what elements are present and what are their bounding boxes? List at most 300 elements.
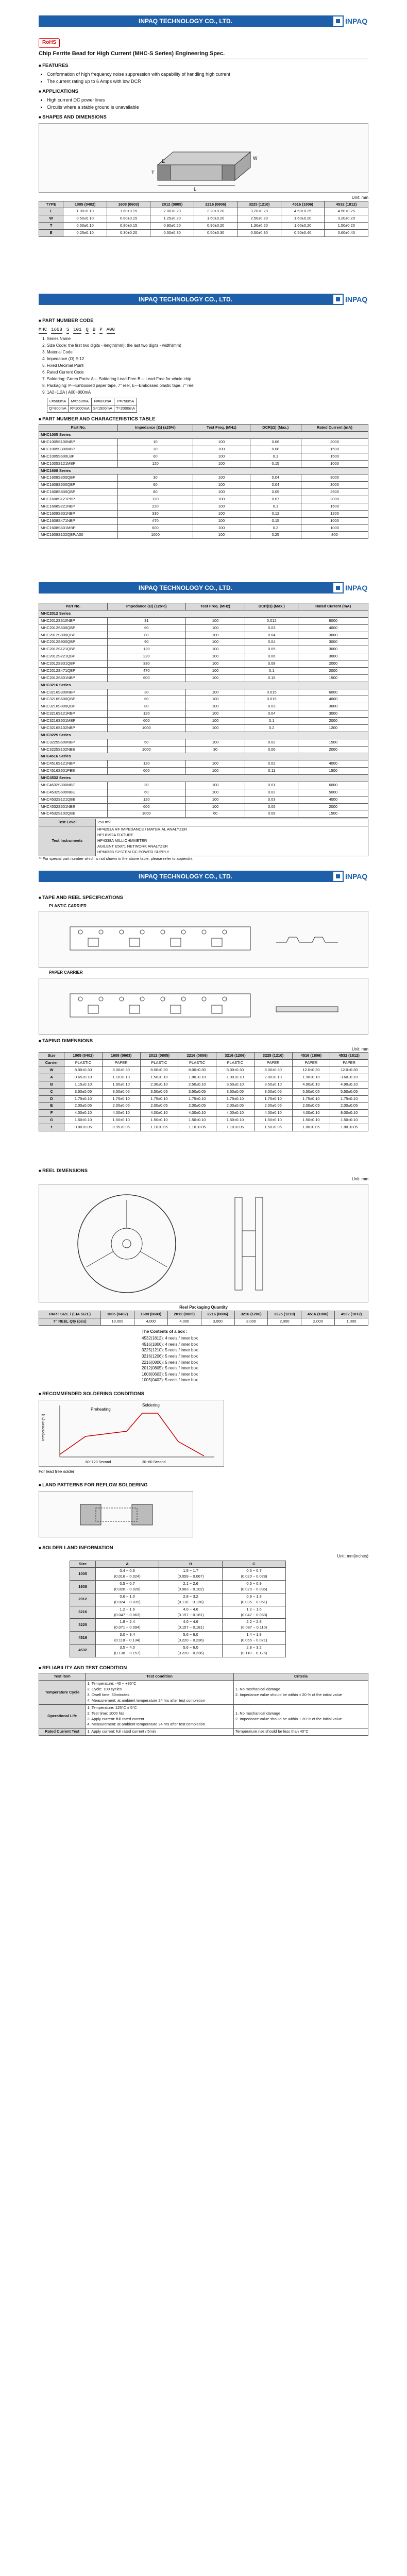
column-header: 3216 (1206): [234, 1311, 268, 1318]
table-cell: 60: [107, 624, 185, 632]
series-name: MHC4532 Series: [39, 775, 368, 782]
table-row: [39, 496, 368, 503]
table-cell: 0.04: [250, 482, 301, 489]
table-cell: 4.90±0.10: [330, 1081, 368, 1088]
table-cell: 2.8 ~ 3.2 (0.110 ~ 0.126): [159, 1593, 223, 1606]
table-cell: 100: [185, 724, 245, 732]
row-header: T: [39, 223, 63, 230]
table-row: [39, 646, 368, 653]
column-header: Rated Current (mA): [298, 603, 368, 611]
table-cell: 120: [107, 710, 185, 718]
table-cell: 8.00±0.30: [140, 1067, 178, 1074]
table-cell: 100: [193, 460, 250, 467]
table-cell: 1.50±0.10: [292, 1117, 330, 1124]
table-cell: 470: [118, 517, 193, 524]
svg-text:L: L: [194, 186, 197, 192]
legend-item: 6. Rated Current Code: [47, 369, 368, 376]
svg-text:W: W: [253, 155, 258, 161]
taping-dimensions-heading: ■ TAPING DIMENSIONS: [39, 1038, 368, 1045]
table-cell: 1200: [298, 724, 368, 732]
table-row: [39, 789, 368, 796]
table-cell: 8.00±0.30: [254, 1067, 292, 1074]
table-cell: 5.6 ~ 6.0 (0.220 ~ 0.236): [159, 1632, 223, 1645]
part-number: MHC3216S601MBP: [39, 718, 108, 725]
test-conditions-table: [39, 819, 368, 856]
row-header: 4532: [70, 1644, 96, 1657]
column-header: 1608 (0603): [107, 201, 150, 208]
table-cell: 100: [185, 674, 245, 682]
table-cell: 0.1: [250, 503, 301, 510]
part-number: MHC1608S600QBP: [39, 482, 118, 489]
table-row: [39, 1681, 368, 1705]
table-row: [70, 1593, 286, 1606]
table-cell: 1200: [301, 510, 368, 517]
company-logo: INPAQ: [332, 13, 368, 29]
column-header: 4532 (1812): [335, 1311, 368, 1318]
company-logo: INPAQ: [332, 580, 368, 596]
table-cell: 8.00±0.30: [178, 1067, 216, 1074]
table-cell: 100: [193, 503, 250, 510]
table-cell: 1.15±0.10: [64, 1081, 103, 1088]
table-cell: 1.2 ~ 1.6 (0.047 ~ 0.063): [223, 1606, 286, 1619]
part-number-legend: [39, 336, 368, 396]
table-cell: 4,000: [134, 1318, 167, 1325]
table-cell: 0.2: [245, 724, 298, 732]
column-header: DCR(Ω) (Max.): [245, 603, 298, 611]
table-cell: 100: [185, 660, 245, 668]
table-row: [39, 724, 368, 732]
table-cell: 1.60±0.15: [107, 208, 150, 215]
table-cell: 1000: [107, 724, 185, 732]
row-header: D: [39, 1095, 64, 1103]
table-cell: 1.50±0.20: [325, 223, 368, 230]
table-cell: 600: [118, 524, 193, 532]
series-name: MHC3225 Series: [39, 732, 368, 739]
table-cell: 100: [185, 617, 245, 624]
table-row: [39, 1318, 368, 1325]
table-cell: 0.50±0.10: [63, 223, 107, 230]
table-cell: 6000: [298, 689, 368, 696]
table-cell: 1.30±0.20: [238, 223, 281, 230]
table-cell: 0.06: [250, 439, 301, 446]
table-cell: 100: [193, 474, 250, 482]
legend-item: 4. Impedance (Ω) E-12: [47, 356, 368, 362]
table-cell: PLASTIC: [64, 1060, 103, 1067]
table-cell: 0.15: [245, 674, 298, 682]
column-header: 4516 (1806): [292, 1053, 330, 1060]
features-item: • The current rating up to 6 Amps with low DCR: [47, 78, 368, 85]
table-cell: 100: [193, 439, 250, 446]
box-content-item: 1005(0402): 5 reels / inner box: [142, 1378, 198, 1383]
table-cell: 30: [107, 782, 185, 789]
table-cell: 3,000: [201, 1318, 234, 1325]
table-cell: 0.80±0.05: [64, 1124, 103, 1131]
row-header: 4516: [70, 1632, 96, 1645]
part-code-segment: A00: [107, 327, 115, 334]
table-cell: 90: [107, 639, 185, 646]
plastic-carrier-label: PLASTIC CARRIER: [49, 903, 87, 908]
part-number-code: [39, 327, 368, 334]
table-cell: 0.9 ~ 1.3 (0.035 ~ 0.051): [223, 1593, 286, 1606]
characteristics-table-continued: [39, 603, 368, 818]
legend-item: 7. Soldering: Green Parts: A--- Soldering Lead-Free B--- Lead-Free for whole chip: [47, 376, 368, 382]
column-header: 4516 (1806): [301, 1311, 335, 1318]
row-header: G: [39, 1117, 64, 1124]
part-number: MHC1005S100NBP: [39, 439, 118, 446]
box-content-item: 2012(0805): 5 reels / inner box: [142, 1366, 198, 1371]
row-header: C: [39, 1088, 64, 1095]
table-cell: 0.25: [250, 532, 301, 539]
unit-label: Unit: mm: [352, 1176, 368, 1181]
column-header: 2012 (0805): [140, 1053, 178, 1060]
table-cell: 1.75±0.10: [140, 1095, 178, 1103]
table-cell: 100: [185, 710, 245, 718]
x-label-solder: 30~60 Second: [142, 1460, 166, 1464]
row-header: E: [39, 1103, 64, 1110]
table-row: [39, 489, 368, 496]
table-cell: 0.11: [245, 768, 298, 775]
legend-item: 3. Material Code: [47, 349, 368, 355]
column-header: Part No.: [39, 425, 118, 432]
table-cell: 1500: [301, 503, 368, 510]
legend-item: 5. Fixed Decimal Point: [47, 363, 368, 369]
table-cell: 0.04: [245, 710, 298, 718]
table-cell: 3.50±0.10: [216, 1081, 255, 1088]
table-cell: 600: [107, 718, 185, 725]
table-row: [39, 230, 368, 237]
page1-content: [39, 36, 368, 237]
features-item: • Conformation of high frequency noise suppression with capability of handling high current: [47, 71, 368, 78]
reliability-table: [39, 1673, 368, 1736]
table-cell: 1500: [298, 810, 368, 818]
table-cell: 0.02: [245, 760, 298, 768]
table-row: [70, 1632, 286, 1645]
table-cell: 2000: [298, 718, 368, 725]
table-cell: 4000: [298, 696, 368, 703]
document-title: Chip Ferrite Bead for High Current (MHC-S Series) Engineering Spec.: [39, 50, 368, 60]
table-row: [39, 617, 368, 624]
table-cell: 330: [118, 510, 193, 517]
table-cell: 0.02: [245, 739, 298, 746]
table-cell: 0.60±0.40: [325, 230, 368, 237]
table-header-row: [39, 1053, 368, 1060]
row-header: 1608: [70, 1581, 96, 1594]
tape-reel-heading: ■ TAPE AND REEL SPECIFICATIONS: [39, 894, 368, 902]
table-row: [70, 1568, 286, 1581]
table-cell: 0.03: [245, 624, 298, 632]
table-cell: 2.20±0.20: [194, 208, 238, 215]
table-header-row: [39, 201, 368, 208]
page3-content: [39, 603, 368, 861]
page-header: [0, 289, 407, 310]
dimensions-table: [39, 201, 368, 237]
svg-text:T: T: [151, 170, 155, 175]
soldering-profile-chart: [39, 1400, 224, 1466]
table-cell: 1.75±0.10: [64, 1095, 103, 1103]
chip-drawing: [39, 124, 368, 192]
table-cell: 12.0±0.30: [330, 1067, 368, 1074]
land-unit-label: Unit: mm(inches): [337, 1553, 368, 1558]
table-header-row: [39, 1673, 368, 1681]
part-number: MHC4532S600NBE: [39, 789, 108, 796]
part-number: MHC1005S121MBP: [39, 460, 118, 467]
table-cell: 8.00±0.30: [216, 1067, 255, 1074]
reliability-heading: ■ RELIABILITY AND TEST CONDITION: [39, 1665, 368, 1672]
table-cell: 120: [107, 760, 185, 768]
table-row: [39, 503, 368, 510]
table-cell: 1.75±0.10: [102, 1095, 140, 1103]
table-cell: 5.6 ~ 6.0 (0.220 ~ 0.236): [159, 1644, 223, 1657]
table-cell: 600: [107, 674, 185, 682]
table-row: [39, 674, 368, 682]
column-header: Part No.: [39, 603, 108, 611]
svg-text:E: E: [162, 158, 165, 164]
features-heading: ■ FEATURES: [39, 62, 368, 70]
table-cell: 1500: [298, 739, 368, 746]
column-header: 4532 (1812): [325, 201, 368, 208]
table-cell: 100: [193, 517, 250, 524]
part-number: MHC1608S102QBP/A00: [39, 532, 118, 539]
part-number: MHC2012S601NBP: [39, 674, 108, 682]
column-header: Test item: [39, 1673, 86, 1681]
table-cell: 0.08: [245, 660, 298, 668]
unit-label: Unit: mm: [352, 1046, 368, 1052]
table-cell: 0.90±0.20: [150, 223, 194, 230]
table-cell: 1.00±0.10: [63, 208, 107, 215]
table-row: [39, 624, 368, 632]
company-logo: INPAQ: [332, 869, 368, 884]
table-cell: R=1000mA: [68, 405, 91, 412]
series-group-row: [39, 467, 368, 474]
column-header: 2216 (0806): [194, 201, 238, 208]
paper-carrier-label: PAPER CARRIER: [49, 970, 83, 975]
table-row: [39, 1728, 368, 1736]
table-cell: 1.75±0.10: [330, 1095, 368, 1103]
column-header: Size: [39, 1053, 64, 1060]
table-cell: 100: [193, 524, 250, 532]
table-cell: 1.8 ~ 2.4 (0.071 ~ 0.094): [96, 1619, 159, 1632]
table-cell: 3000: [298, 653, 368, 660]
column-header: Test condition: [86, 1673, 234, 1681]
column-header: 1608 (0603): [134, 1311, 167, 1318]
column-header: 4516 (1806): [281, 201, 325, 208]
table-cell: 1.50±0.10: [178, 1117, 216, 1124]
table-cell: 3.60±0.10: [330, 1074, 368, 1081]
table-cell: 0.30±0.20: [107, 230, 150, 237]
row-header: 1005: [70, 1568, 96, 1581]
table-row: [39, 1067, 368, 1074]
column-header: Criteria: [233, 1673, 368, 1681]
table-cell: 100: [193, 453, 250, 460]
table-cell: 6000: [298, 782, 368, 789]
table-cell: PLASTIC: [140, 1060, 178, 1067]
table-cell: N=600mA: [91, 398, 114, 405]
table-cell: 3000: [298, 703, 368, 710]
table-cell: 100: [185, 789, 245, 796]
part-code-segment: MHC: [39, 327, 47, 334]
table-cell: 60: [107, 789, 185, 796]
table-cell: 1.80±0.05: [330, 1124, 368, 1131]
table-cell: 100: [185, 689, 245, 696]
table-row: [39, 446, 368, 453]
part-code-segment: B: [93, 327, 95, 334]
table-cell: 1.4 ~ 1.8 (0.055 ~ 0.071): [223, 1632, 286, 1645]
part-number: MHC3216S121RBP: [39, 710, 108, 718]
table-cell: 3000: [298, 646, 368, 653]
table-cell: 8.00±0.30: [64, 1067, 103, 1074]
part-number: MHC1005S600LBP: [39, 453, 118, 460]
table-cell: 2500: [301, 489, 368, 496]
part-number: MHC1608S121PBP: [39, 496, 118, 503]
table-cell: 1.60±0.20: [281, 215, 325, 223]
part-code-segment: 101: [73, 327, 81, 334]
table-cell: 2.50±0.20: [238, 215, 281, 223]
table-cell: 1.5 ~ 1.7 (0.059 ~ 0.067): [159, 1568, 223, 1581]
table-cell: 3.50±0.05: [102, 1088, 140, 1095]
table-cell: 4,000: [167, 1318, 201, 1325]
table-cell: 3,000: [234, 1318, 268, 1325]
table-cell: 0.90±0.20: [194, 223, 238, 230]
table-cell: 4.00±0.10: [64, 1110, 103, 1117]
part-number: MHC3225S102NBE: [39, 746, 108, 753]
table-cell: 0.06: [245, 746, 298, 753]
table-cell: 0.09: [245, 810, 298, 818]
part-number: MHC2012S221QBP: [39, 653, 108, 660]
column-header: Impedance (Ω) (±25%): [107, 603, 185, 611]
table-cell: 0.03: [245, 796, 298, 803]
series-group-row: [39, 775, 368, 782]
table-cell: 1500: [298, 768, 368, 775]
row-header: Rated Current Test: [39, 1728, 86, 1736]
table-cell: Temperature rise should be less than 40°C: [233, 1728, 368, 1736]
box-content-item: 1608(0603): 5 reels / inner box: [142, 1371, 198, 1377]
part-code-segment: Q: [86, 327, 88, 334]
table-cell: PAPER: [292, 1060, 330, 1067]
table-cell: 60: [118, 453, 193, 460]
table-cell: 5.50±0.05: [330, 1088, 368, 1095]
series-group-row: [39, 610, 368, 617]
table-row: [70, 1644, 286, 1657]
table-cell: 1.75±0.10: [254, 1095, 292, 1103]
table-cell: 4000: [298, 760, 368, 768]
row-header: Temperature Cycle: [39, 1681, 86, 1705]
table-cell: 0.80±0.15: [107, 223, 150, 230]
table-cell: 1.80±0.05: [292, 1124, 330, 1131]
row-header: t: [39, 1124, 64, 1131]
column-header: 3225 (1210): [238, 201, 281, 208]
table-cell: 4.00±0.10: [102, 1110, 140, 1117]
table-cell: 2.80±0.10: [254, 1074, 292, 1081]
table-cell: 4.0 ~ 4.6 (0.157 ~ 0.181): [159, 1619, 223, 1632]
preheat-label: Preheating: [91, 1406, 111, 1412]
series-name: MHC1608 Series: [39, 467, 368, 474]
table-cell: 80: [107, 703, 185, 710]
unit-label: Unit: mm: [352, 195, 368, 200]
table-cell: 4.90±0.10: [292, 1081, 330, 1088]
table-cell: 0.6 ~ 1.0 (0.024 ~ 0.039): [96, 1593, 159, 1606]
table-cell: 2000: [301, 496, 368, 503]
table-row: [39, 760, 368, 768]
table-cell: 0.05: [245, 646, 298, 653]
condition-value: HP4291A RF IMPEDANCE / MATERIAL ANALYZER HP16192A FIXTURE HP4338A MILLIOHMMETER AGILENT E5071 NETWORK ANALYZER HP6632B SYSTEM DC POWER SUPPLY: [96, 826, 368, 856]
table-cell: 1500: [298, 674, 368, 682]
box-content-item: 3225(1210): 5 reels / inner box: [142, 1348, 198, 1353]
column-header: 4532 (1812): [330, 1053, 368, 1060]
table-cell: 30: [185, 746, 245, 753]
legend-item: 2. Size Code: the first two digits - length(mm); the last two digits - width(mm): [47, 343, 368, 349]
column-header: C: [223, 1561, 286, 1568]
table-cell: 4.00±0.10: [292, 1110, 330, 1117]
table-cell: 100: [185, 718, 245, 725]
table-header-row: [39, 425, 368, 432]
table-cell: 2.00±0.05: [216, 1103, 255, 1110]
table-row: [39, 482, 368, 489]
box-content-item: 4532(1812): 4 reels / inner box: [142, 1336, 198, 1341]
table-cell: 0.80±0.15: [107, 215, 150, 223]
table-cell: 0.05: [250, 489, 301, 496]
table-cell: 1.50±0.10: [254, 1117, 292, 1124]
table-cell: 1.80±0.10: [178, 1074, 216, 1081]
applications-item: • Circuits where a stable ground is unavailable: [47, 104, 368, 111]
table-cell: 0.2: [250, 524, 301, 532]
part-number: MHC3216S300NBP: [39, 689, 108, 696]
table-cell: 1.10±0.05: [216, 1124, 255, 1131]
part-code-segment: S: [66, 327, 69, 334]
table-row: [39, 1081, 368, 1088]
table-cell: 2.00±0.20: [150, 208, 194, 215]
table-cell: 1.10±0.05: [178, 1124, 216, 1131]
table-cell: PLASTIC: [178, 1060, 216, 1067]
table-cell: 2.00±0.05: [64, 1103, 103, 1110]
table-row: [39, 223, 368, 230]
table-cell: 1.50±0.10: [330, 1117, 368, 1124]
part-code-segment: 1608: [51, 327, 62, 334]
company-logo: INPAQ: [332, 292, 368, 307]
table-cell: P=750mA: [114, 398, 137, 405]
applications-heading: ■ APPLICATIONS: [39, 88, 368, 95]
series-name: MHC4516 Series: [39, 753, 368, 760]
page2-content: [39, 314, 368, 539]
table-row: [39, 639, 368, 646]
part-number: MHC3216S102NBP: [39, 724, 108, 732]
table-cell: 0.50±0.30: [194, 230, 238, 237]
column-header: PART SIZE / (EIA SIZE): [39, 1311, 101, 1318]
table-cell: 0.06: [245, 653, 298, 660]
table-cell: Q=800mA: [47, 405, 69, 412]
table-cell: PAPER: [330, 1060, 368, 1067]
table-cell: 0.5 ~ 0.7 (0.020 ~ 0.028): [96, 1581, 159, 1594]
table-cell: 100: [185, 760, 245, 768]
table-row: [39, 703, 368, 710]
logo-icon: [332, 15, 344, 27]
table-cell: 100: [193, 496, 250, 503]
row-header: W: [39, 1067, 64, 1074]
table-cell: 800: [301, 532, 368, 539]
table-row: [39, 810, 368, 818]
plastic-carrier-drawing: [39, 911, 368, 967]
table-cell: T=2000mA: [114, 405, 137, 412]
part-number: MHC4532S121QBE: [39, 796, 108, 803]
column-header: 1608 (0603): [102, 1053, 140, 1060]
table-row: [39, 696, 368, 703]
company-name: INPAQ TECHNOLOGY CO., LTD.: [39, 582, 332, 594]
table-cell: 1.25±0.20: [150, 215, 194, 223]
land-pattern-figure: [39, 1491, 193, 1537]
chip-dimension-figure: [39, 123, 368, 193]
table-cell: 100: [185, 796, 245, 803]
table-cell: 0.12: [250, 510, 301, 517]
table-cell: 0.012: [245, 617, 298, 624]
